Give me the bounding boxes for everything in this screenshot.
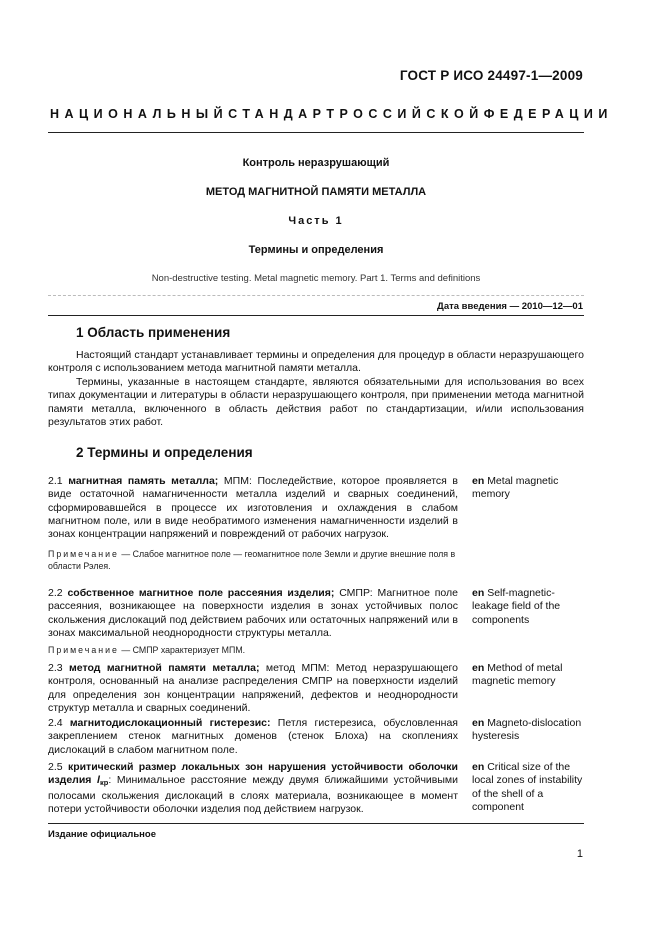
top-rule bbox=[48, 132, 584, 133]
term-definition: Петля гистерезиса, обусловленная закреплением стенок магнитных доменов (стенок Блоха) на скоплениях дислокаций в слабом магнитном поле. bbox=[48, 717, 458, 756]
official-edition-label: Издание официальное bbox=[48, 829, 156, 840]
term-ru bbox=[48, 475, 458, 541]
term-en bbox=[472, 662, 584, 689]
term-en bbox=[472, 761, 584, 814]
term-name: магнитная память металла; bbox=[68, 475, 219, 487]
term-ru bbox=[48, 717, 458, 757]
date-rule bbox=[48, 315, 584, 316]
term-definition: метод МПМ: Метод неразрушающего контроля, основанный на анализе распределения СМПР на поверхности изделий для определения зон концентрации напряжений, дефектов и неоднородности структур металла и сварных соединений. bbox=[48, 662, 458, 714]
page-number: 1 bbox=[576, 848, 583, 860]
term-ru bbox=[48, 587, 458, 640]
term-number: 2.1 bbox=[48, 475, 63, 487]
term-number: 2.3 bbox=[48, 662, 63, 674]
term-ru bbox=[48, 761, 458, 816]
note-2 bbox=[48, 644, 458, 656]
term-ru bbox=[48, 662, 458, 715]
term-definition: МПМ: Последействие, которое проявляется в виде остаточной намагниченности металла изделий и сварных соединений, сформировавшейся в процессе их изготовления и охлаждения в слабом магнитном поле, или в виде необратимого изменения намагниченности изделий в зонах концентрации напряжений и повреждений от рабочих нагрузок. bbox=[48, 475, 458, 541]
english-term: Self-magnetic-leakage field of the components bbox=[472, 587, 561, 626]
banner-word-3: РОССИЙСКОЙ bbox=[339, 107, 484, 121]
footer-rule bbox=[48, 823, 584, 824]
note-1 bbox=[48, 548, 458, 572]
english-term: Critical size of the local zones of instability of the shell of a component bbox=[472, 761, 583, 813]
term-name: метод магнитной памяти металла; bbox=[69, 662, 260, 674]
term-name: критический размер локальных зон нарушения устойчивости оболочки изделия bbox=[48, 761, 458, 787]
english-term: Metal magnetic memory bbox=[472, 475, 559, 501]
term-symbol: l bbox=[97, 774, 100, 787]
note-text: — Слабое магнитное поле — геомагнитное поле Земли и другие внешние поля в области Рэлея. bbox=[48, 549, 456, 571]
title-line-2: МЕТОД МАГНИТНОЙ ПАМЯТИ МЕТАЛЛА bbox=[205, 186, 427, 198]
term-symbol-subscript: кр bbox=[99, 778, 109, 788]
note-label: Примечание bbox=[48, 645, 119, 655]
title-line-1: Контроль неразрушающий bbox=[242, 157, 390, 169]
section-1-body bbox=[48, 349, 584, 429]
term-number: 2.2 bbox=[48, 587, 63, 599]
title-divider bbox=[48, 295, 584, 296]
title-english: Non-destructive testing. Metal magnetic memory. Part 1. Terms and definitions bbox=[151, 273, 481, 284]
banner-word-2: СТАНДАРТ bbox=[228, 107, 340, 121]
lang-code: en bbox=[472, 475, 485, 487]
term-name: собственное магнитное поле рассеяния изделия; bbox=[67, 587, 335, 599]
national-standard-banner bbox=[50, 107, 613, 121]
section-1-paragraph-1: Настоящий стандарт устанавливает термины и определения для процедур в области неразрушающего контроля с использованием метода магнитной памяти металла. bbox=[48, 349, 584, 375]
gost-number: ГОСТ Р ИСО 24497-1—2009 bbox=[399, 68, 583, 83]
banner-word-4: ФЕДЕРАЦИИ bbox=[483, 107, 613, 121]
term-en bbox=[472, 587, 584, 627]
term-name: магнитодислокационный гистерезис: bbox=[69, 717, 271, 729]
term-number: 2.4 bbox=[48, 717, 63, 729]
lang-code: en bbox=[472, 717, 485, 729]
title-part: Часть 1 bbox=[288, 215, 344, 227]
lang-code: en bbox=[472, 662, 485, 674]
term-definition: СМПР: Магнитное поле рассеяния, возникающее на поверхности изделия в зонах устойчивых полос скольжения дислокаций под действием рабочих или остаточных напряжений или в зонах максимальной неоднородности структуры металла. bbox=[48, 587, 459, 639]
section-1-paragraph-2: Термины, указанные в настоящем стандарте, являются обязательными для использования во всех типах документации и литературы в области неразрушающего контроля, при применении метода магнитной памяти металла, включенного в область действия работ по стандартизации, и/или использования результатов этих работ. bbox=[48, 375, 584, 429]
note-text: — СМПР характеризует МПМ. bbox=[118, 645, 246, 655]
term-number: 2.5 bbox=[48, 761, 63, 773]
english-term: Method of metal magnetic memory bbox=[472, 662, 563, 688]
english-term: Magneto-dislocation hysteresis bbox=[472, 717, 582, 743]
note-label: Примечание bbox=[48, 549, 119, 559]
lang-code: en bbox=[472, 587, 485, 599]
term-definition: : Минимальное расстояние между двумя ближайшими устойчивыми полосами скольжения дислокаций в слоях материала, возникающее в момент потери устойчивости оболочки изделия под действием нагрузок. bbox=[48, 774, 458, 815]
section-1-heading: 1 Область применения bbox=[76, 325, 231, 340]
term-en bbox=[472, 475, 584, 502]
banner-word-1: НАЦИОНАЛЬНЫЙ bbox=[50, 107, 229, 121]
term-en bbox=[472, 717, 584, 744]
lang-code: en bbox=[472, 761, 485, 773]
title-line-4: Термины и определения bbox=[248, 244, 384, 256]
section-2-heading: 2 Термины и определения bbox=[76, 445, 253, 460]
introduction-date: Дата введения — 2010—12—01 bbox=[437, 301, 583, 312]
